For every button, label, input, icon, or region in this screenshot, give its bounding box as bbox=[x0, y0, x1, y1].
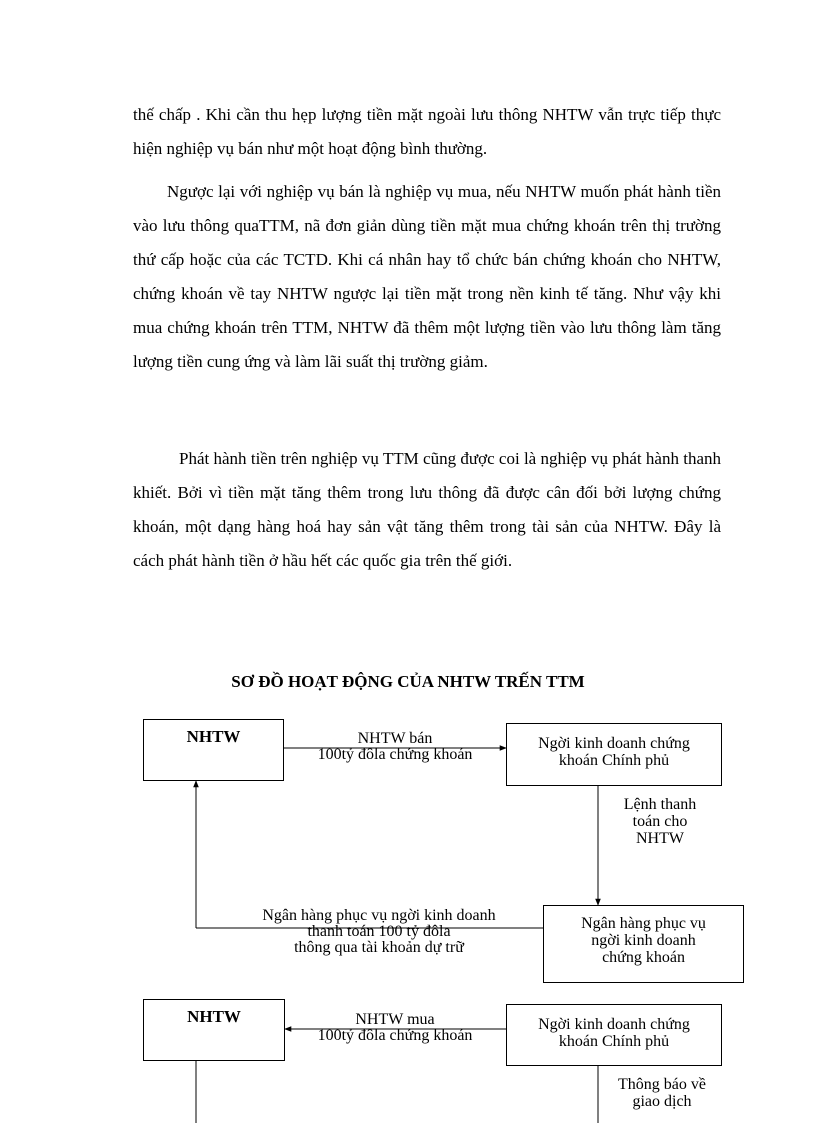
dealer-box-1-line2: khoán Chính phủ bbox=[558, 752, 670, 769]
paragraph-3: Phát hành tiền trên nghiệp vụ TTM cũng được coi là nghiệp vụ phát hành thanh khiết. Bởi vì tiền mặt tăng thêm trong lưu thông đã được cân đối bởi lượng chứng khoán, một dạng hàng hoá hay sản vật tăng thêm trong tài sản của NHTW. Đây là cách phát hành tiền ở hầu hết các quốc gia trên thế giới. bbox=[133, 449, 721, 570]
notice-line1: Thông báo về bbox=[618, 1076, 706, 1093]
dealer-box-2 bbox=[506, 1004, 722, 1066]
nhtw-box-2 bbox=[143, 999, 285, 1061]
nhtw-box-2-label: NHTW bbox=[187, 1007, 241, 1026]
paragraph-1: thế chấp . Khi cần thu hẹp lượng tiền mặt ngoài lưu thông NHTW vẫn trực tiếp thực hiện nghiệp vụ bán như một hoạt động bình thường. bbox=[133, 105, 721, 158]
notice-line2: giao dịch bbox=[632, 1093, 692, 1110]
dealer-box-1 bbox=[506, 723, 722, 786]
sell-label bbox=[300, 731, 490, 763]
payment-order-line2: toán cho bbox=[632, 813, 688, 830]
bank-box bbox=[543, 905, 744, 983]
sell-label-line1: NHTW bán bbox=[357, 730, 433, 747]
settlement-line2: thanh toán 100 tỷ đôla bbox=[307, 923, 451, 940]
bank-box-line3: chứng khoán bbox=[602, 949, 685, 966]
payment-order-line1: Lệnh thanh bbox=[623, 796, 697, 813]
bank-box-line1: Ngân hàng phục vụ bbox=[581, 915, 706, 932]
payment-order-label bbox=[608, 796, 712, 847]
dealer-box-1-line1: Ngời kinh doanh chứng bbox=[538, 735, 690, 752]
nhtw-box-1-label: NHTW bbox=[186, 727, 241, 746]
buy-label bbox=[300, 1012, 490, 1044]
buy-label-line2: 100tỷ đôla chứng khoán bbox=[317, 1027, 473, 1044]
notice-label bbox=[606, 1076, 718, 1110]
settlement-line3: thông qua tài khoản dự trữ bbox=[294, 939, 464, 956]
payment-order-line3: NHTW bbox=[636, 830, 684, 847]
settlement-label bbox=[232, 908, 526, 956]
dealer-box-2-line1: Ngời kinh doanh chứng bbox=[538, 1016, 690, 1033]
dealer-box-2-line2: khoán Chính phủ bbox=[558, 1033, 670, 1050]
diagram-title: SƠ ĐỒ HOẠT ĐỘNG CỦA NHTW TRẾN TTM bbox=[231, 672, 585, 691]
nhtw-box-1 bbox=[143, 719, 284, 781]
buy-label-line1: NHTW mua bbox=[355, 1011, 435, 1028]
bank-box-line2: ngời kinh doanh bbox=[591, 932, 696, 949]
sell-label-line2: 100tỷ đôla chứng khoán bbox=[317, 746, 473, 763]
settlement-line1: Ngân hàng phục vụ ngời kinh doanh bbox=[262, 907, 496, 924]
paragraph-2: Ngược lại với nghiệp vụ bán là nghiệp vụ mua, nếu NHTW muốn phát hành tiền vào lưu thông quaTTM, nã đơn giản dùng tiền mặt mua chứng khoán trên thị trường thứ cấp hoặc của các TCTD. Khi cá nhân hay tổ chức bán chứng khoán cho NHTW, chứng khoán về tay NHTW ngược lại tiền mặt trong nền kinh tế tăng. Như vậy khi mua chứng khoán trên TTM, NHTW đã thêm một lượng tiền vào lưu thông làm tăng lượng tiền cung ứng và làm lãi suất thị trường giảm. bbox=[133, 182, 721, 371]
